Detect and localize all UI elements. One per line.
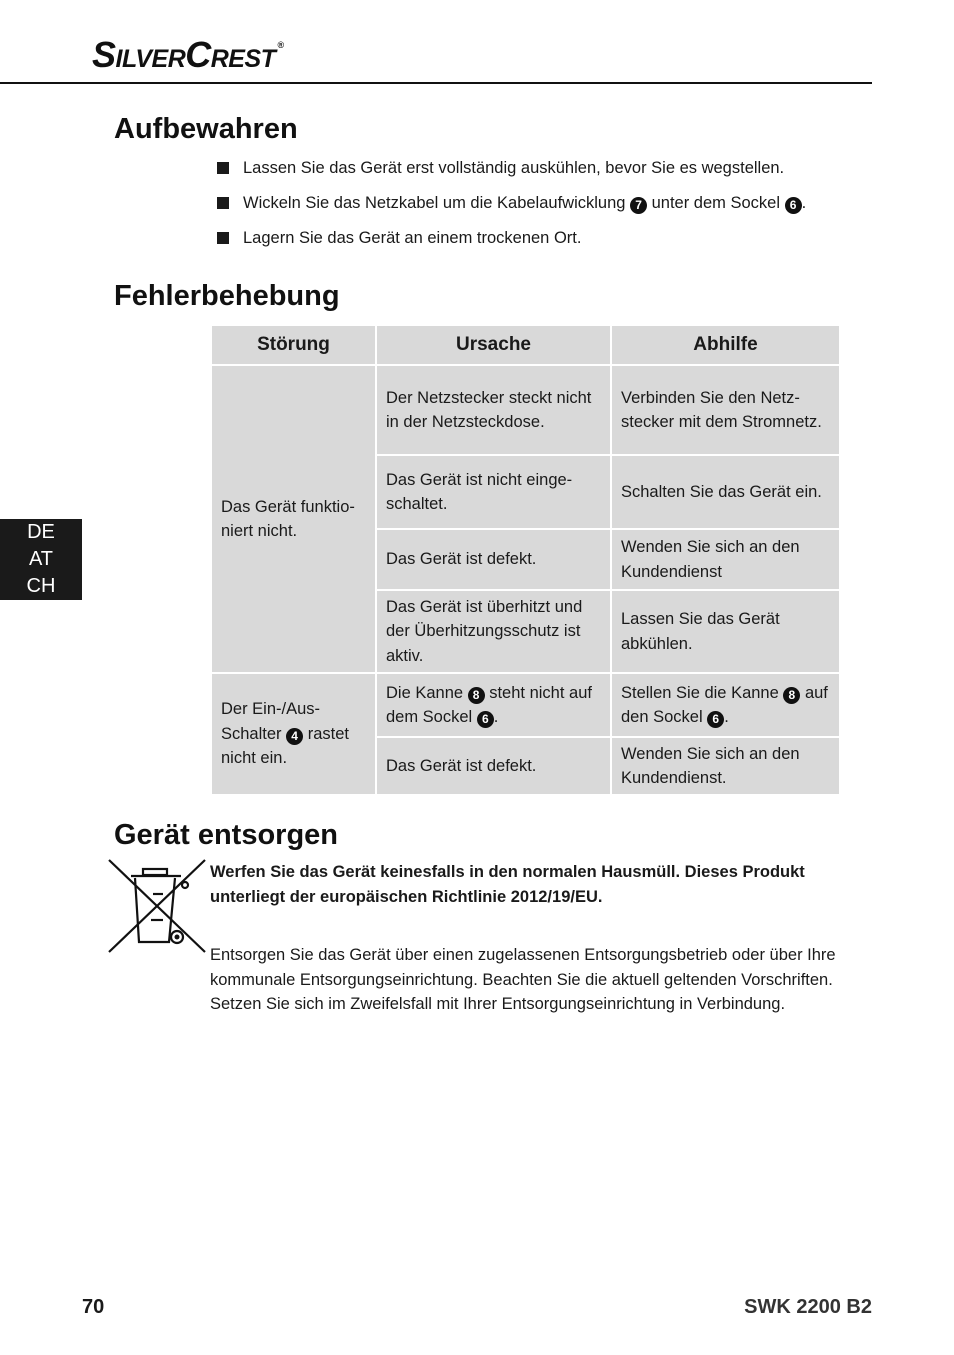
cause-cell: Das Gerät ist defekt. [376, 737, 611, 795]
remedy-cell: Schalten Sie das Gerät ein. [611, 455, 840, 529]
remedy-cell: Stellen Sie die Kanne 8 auf den Sockel 6 . [611, 673, 840, 737]
part-number-badge: 7 [630, 197, 647, 214]
part-number-badge: 6 [477, 711, 494, 728]
column-header-cause: Ursache [376, 325, 611, 365]
list-item: Lagern Sie das Gerät an einem trockenen Ort. [217, 228, 806, 263]
cause-cell: Das Gerät ist überhitzt und der Überhitzungsschutz ist aktiv. [376, 590, 611, 673]
remedy-cell: Verbinden Sie den Netz-stecker mit dem Stromnetz. [611, 365, 840, 455]
table-row [211, 365, 840, 455]
part-number-badge: 8 [468, 687, 485, 704]
language-code: AT [28, 548, 54, 570]
bullet-square-icon [217, 232, 229, 244]
disposal-title: Gerät entsorgen [114, 819, 338, 851]
page-number: 70 [82, 1296, 105, 1318]
list-item: Wickeln Sie das Netzkabel um die Kabelaufwicklung 7 unter dem Sockel 6 . [217, 193, 806, 228]
bullet-square-icon [217, 162, 229, 174]
language-tab [0, 519, 82, 600]
remedy-cell: Lassen Sie das Gerät abkühlen. [611, 590, 840, 673]
storage-list [217, 158, 806, 263]
header-rule [0, 82, 872, 84]
troubleshooting-title: Fehlerbehebung [114, 280, 340, 312]
fault-cell: Der Ein-/Aus-Schalter 4 rastet nicht ein. [211, 673, 376, 795]
brand-logo-text: SilverCrest [92, 34, 276, 75]
part-number-badge: 4 [286, 728, 303, 745]
troubleshooting-table [210, 324, 841, 796]
cause-cell: Der Netzstecker steckt nicht in der Netzsteckdose. [376, 365, 611, 455]
model-number: SWK 2200 B2 [744, 1296, 872, 1318]
remedy-cell: Wenden Sie sich an den Kundendienst [611, 529, 840, 590]
column-header-remedy: Abhilfe [611, 325, 840, 365]
crossed-bin-icon [107, 858, 207, 954]
registered-mark: ® [277, 40, 284, 50]
disposal-instructions: Entsorgen Sie das Gerät über einen zugelassenen Entsorgungsbetrieb oder über Ihre kommunale Entsorgungseinrichtung. Beachten Sie die aktuell geltenden Vorschriften. Setzen Sie sich im Zweifelsfall mit Ihrer Entsorgungseinrichtung in Verbindung. [210, 946, 836, 1013]
bullet-square-icon [217, 197, 229, 209]
part-number-badge: 6 [707, 711, 724, 728]
cause-cell: Die Kanne 8 steht nicht auf dem Sockel 6 . [376, 673, 611, 737]
table-header-row [211, 325, 840, 365]
language-code: CH [26, 575, 56, 597]
brand-logo [92, 34, 282, 76]
part-number-badge: 6 [785, 197, 802, 214]
cause-cell: Das Gerät ist nicht einge-schaltet. [376, 455, 611, 529]
column-header-fault: Störung [211, 325, 376, 365]
list-item: Lassen Sie das Gerät erst vollständig auskühlen, bevor Sie es wegstellen. [217, 158, 806, 193]
table-row [211, 673, 840, 737]
language-code: DE [27, 521, 55, 543]
storage-title: Aufbewahren [114, 113, 298, 145]
disposal-warning: Werfen Sie das Gerät keinesfalls in den normalen Hausmüll. Dieses Produkt unterliegt der europäischen Richtlinie 2012/19/EU. [210, 863, 805, 906]
part-number-badge: 8 [783, 687, 800, 704]
cause-cell: Das Gerät ist defekt. [376, 529, 611, 590]
fault-cell: Das Gerät funktio-niert nicht. [211, 365, 376, 673]
remedy-cell: Wenden Sie sich an den Kundendienst. [611, 737, 840, 795]
